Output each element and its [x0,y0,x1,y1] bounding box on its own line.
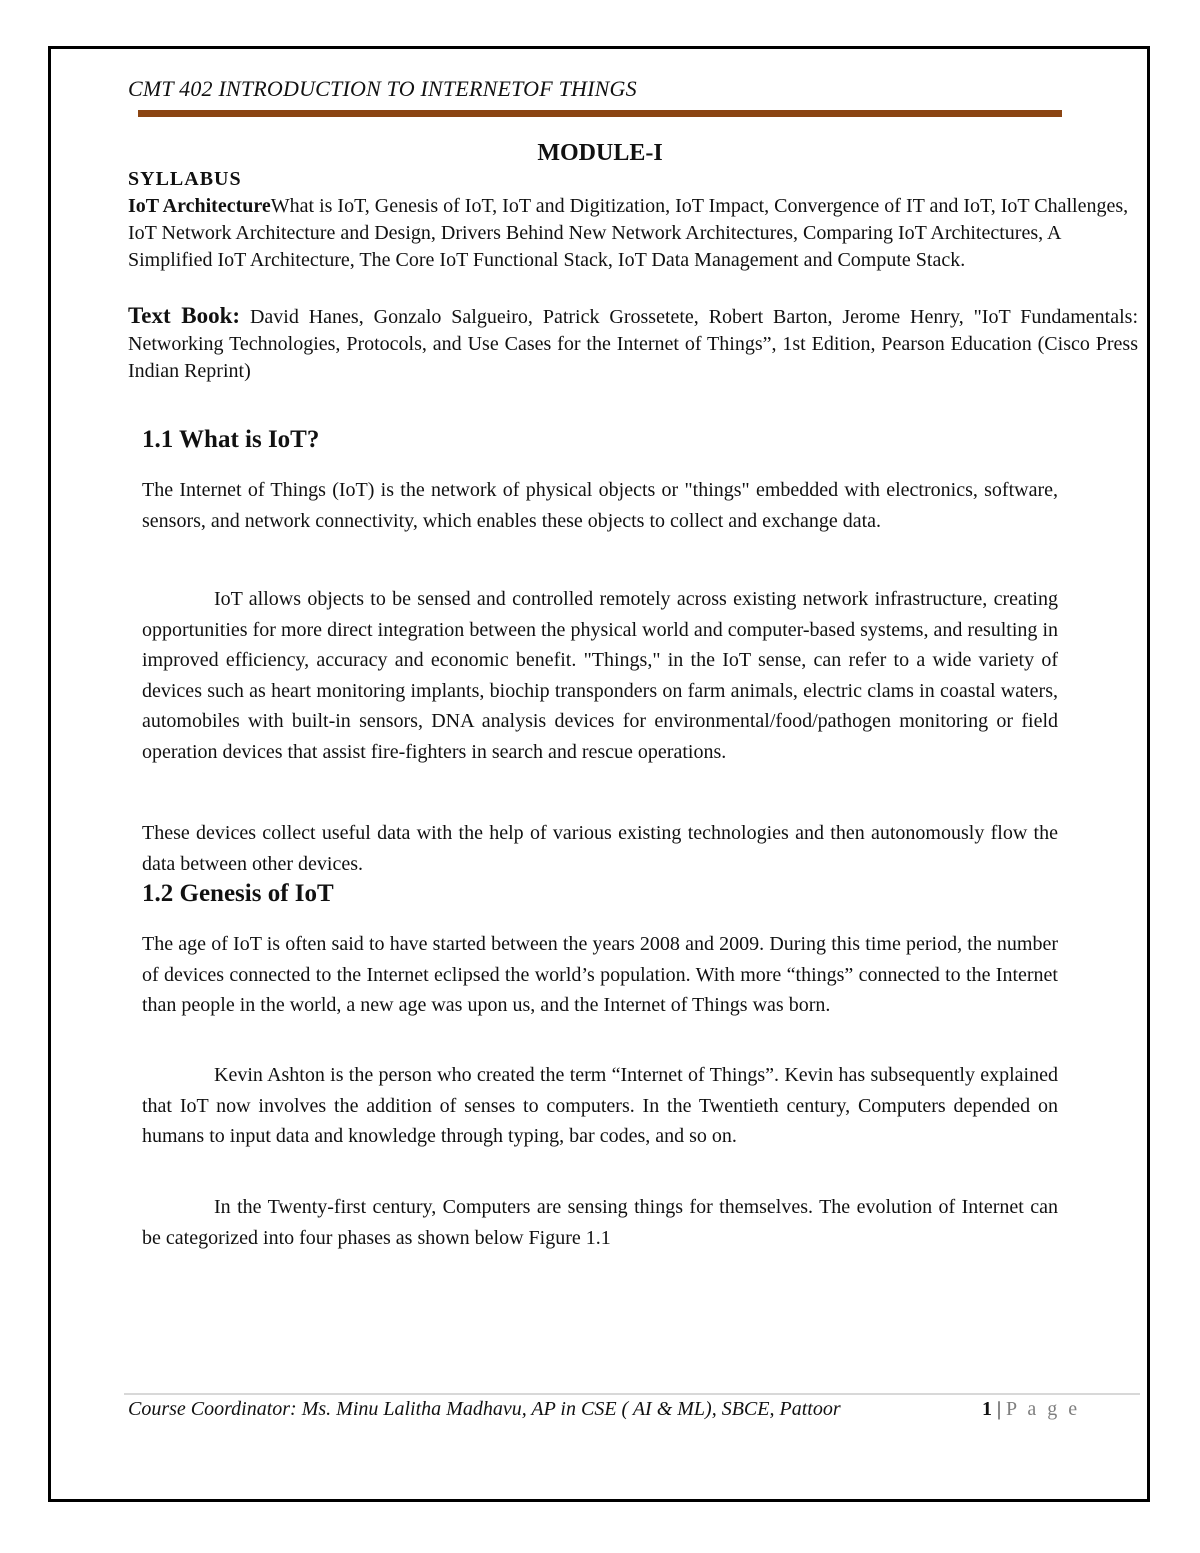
syllabus-label: SYLLABUS [128,168,242,190]
textbook-text: David Hanes, Gonzalo Salgueiro, Patrick Grossetete, Robert Barton, Jerome Henry, "IoT Fundamentals: Networking Technologies, Protocols, and Use Cases for the Internet of Things”, 1st Edition, Pearson Education (Cisco Press Indian Reprint) [128,306,1138,382]
footer-rule [124,1393,1140,1395]
textbook-label: Text Book: [128,303,241,328]
header-title: CMT 402 INTRODUCTION TO INTERNETOF THINGS [128,76,637,101]
module-title: MODULE-I [537,140,663,166]
syllabus-text: What is IoT, Genesis of IoT, IoT and Digitization, IoT Impact, Convergence of IT and IoT, IoT Challenges, IoT Network Architecture and Design, Drivers Behind New Network Architectures, Comparing IoT Architectures, A Simplified IoT Architecture, The Core IoT Functional Stack, IoT Data Management and Compute Stack. [128,195,1129,271]
page-separator: | [992,1398,1007,1420]
paragraph: The Internet of Things (IoT) is the network of physical objects or "things" embedded with electronics, software, sensors, and network connectivity, which enables these objects to collect and exchange data. [142,479,1058,532]
paragraph: These devices collect useful data with the help of various existing technologies and then autonomously flow the data between other devices. [142,822,1058,875]
page-number [982,1398,1080,1421]
syllabus-block [128,166,1138,274]
page-label: P a g e [1006,1398,1081,1420]
section-heading-genesis-of-iot: 1.2 Genesis of IoT [142,880,334,907]
paragraph: IoT allows objects to be sensed and controlled remotely across existing network infrastructure, creating opportunities for more direct integration between the physical world and computer-based systems, and resulting in improved efficiency, accuracy and economic benefit. "Things," in the IoT sense, can refer to a wide variety of devices such as heart monitoring implants, biochip transponders on farm animals, electric clams in coastal waters, automobiles with built-in sensors, DNA analysis devices for environmental/food/pathogen monitoring or field operation devices that assist fire-fighters in search and rescue operations. [142,588,1058,763]
paragraph: In the Twenty-first century, Computers are sensing things for themselves. The evolution of Internet can be categorized into four phases as shown below Figure 1.1 [142,1196,1058,1249]
page-number-value: 1 [982,1398,992,1420]
syllabus-heading: IoT Architecture [128,195,271,217]
section-heading-what-is-iot: 1.1 What is IoT? [142,426,320,453]
header-rule [138,110,1062,117]
paragraph: Kevin Ashton is the person who created the term “Internet of Things”. Kevin has subsequently explained that IoT now involves the addition of senses to computers. In the Twentieth century, Computers depended on humans to input data and knowledge through typing, bar codes, and so on. [142,1064,1058,1147]
textbook-block [128,302,1138,385]
footer-coordinator: Course Coordinator: Ms. Minu Lalitha Madhavu, AP in CSE ( AI & ML), SBCE, Pattoor [128,1398,841,1420]
paragraph: The age of IoT is often said to have started between the years 2008 and 2009. During this time period, the number of devices connected to the Internet eclipsed the world’s population. With more “things” connected to the Internet than people in the world, a new age was upon us, and the Internet of Things was born. [142,933,1058,1016]
